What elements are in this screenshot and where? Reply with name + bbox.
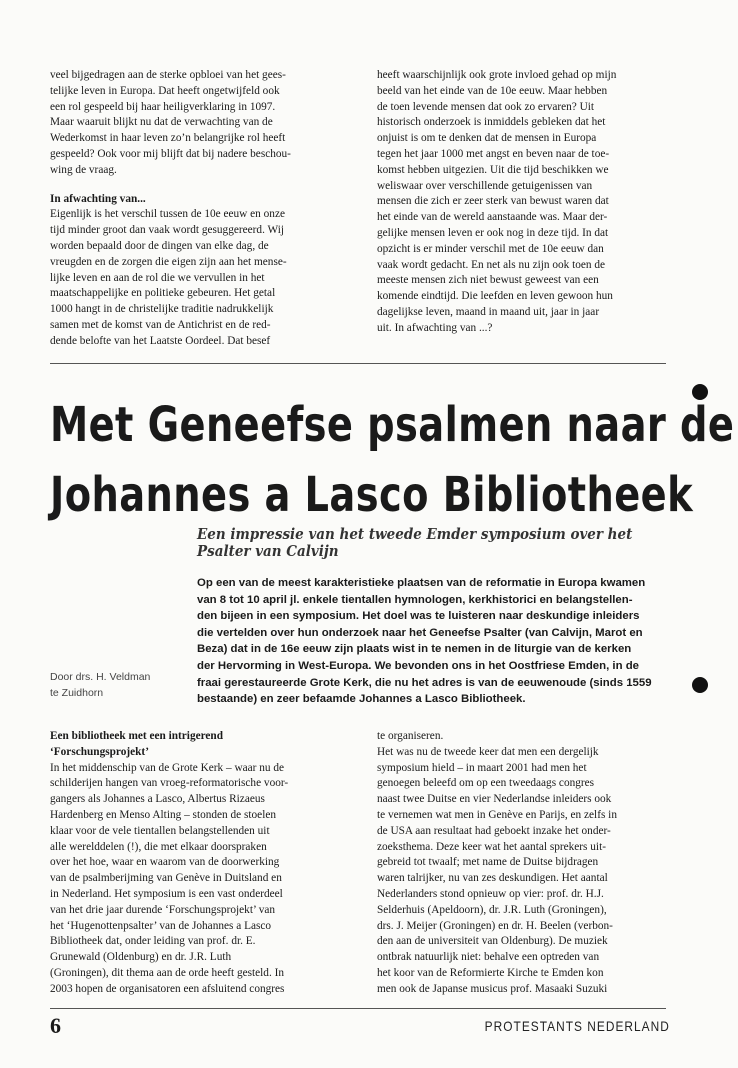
section-divider — [50, 363, 666, 364]
text-line: komende eindtijd. Die leefden en leven gewoon hun — [377, 290, 613, 303]
lead-line: die vertelden over hun onderzoek naar het Geneefse Psalter (van Calvijn, Marot en — [197, 626, 643, 639]
section-heading: ‘Forschungsprojekt’ — [50, 745, 149, 758]
text-line: gelijke mensen leven er ook nog in deze tijd. In dat — [377, 226, 609, 239]
text-line: naast twee Duitse en vier Nederlandse inleiders ook — [377, 793, 612, 806]
text-line: wing de vraag. — [50, 163, 117, 176]
text-line: schilderijen hangen van vroeg-reformatorische voor- — [50, 777, 289, 790]
text-line: komst hebben uitgezien. Uit die tijd beschikken we — [377, 163, 609, 176]
text-line: 1000 hangt in de christelijke traditie nadrukkelijk — [50, 303, 274, 316]
text-line: Maar waaruit blijkt nu dat de verwachting van de — [50, 116, 273, 129]
lead-line: Beza) dat in de 16e eeuw zijn plaats wist in te nemen in de liturgie van de kerken — [197, 643, 632, 656]
lead-line: bestaande) en zeer befaamde Johannes a Lasco Bibliotheek. — [197, 693, 526, 706]
text-line: vreugden en de zorgen die eigen zijn aan het mense- — [50, 255, 287, 268]
text-line: meeste mensen zich niet bewust geweest van een — [377, 274, 599, 287]
text-line: over het hoe, waar en waarom van de doorwerking — [50, 856, 280, 869]
text-line: beeld van het einde van de 10e eeuw. Maar hebben — [377, 84, 608, 97]
text-line: gebreid tot twaalf; met name de Duitse bijdragen — [377, 856, 599, 869]
text-line: het einde van de wereld aanstaande was. Maar der- — [377, 211, 608, 224]
text-line: Selderhuis (Apeldoorn), dr. J.R. Luth (Groningen), — [377, 903, 607, 916]
lead-line: van 8 tot 10 april jl. enkele tientallen hymnologen, kerkhistorici en belangstellen- — [197, 593, 633, 606]
publication-name: PROTESTANTS NEDERLAND — [484, 1018, 670, 1034]
article-title — [50, 390, 734, 530]
text-line: een rol gespeeld bij haar heiligverklaring in 1097. — [50, 100, 276, 113]
text-line: het koor van de Reformierte Kirche te Emden kon — [377, 966, 604, 979]
text-line: dagelijkse leven, maand in maand uit, jaar in jaar — [377, 305, 600, 318]
lead-line: den bijeen in een symposium. Het doel was te luisteren naar deskundige inleiders — [197, 610, 640, 623]
text-line: In het middenschip van de Grote Kerk – waar nu de — [50, 761, 285, 774]
subtitle-line: Een impressie van het tweede Emder symposium over het — [197, 526, 633, 543]
text-line: Het was nu de tweede keer dat men een dergelijk — [377, 745, 599, 758]
text-line: (Groningen), dit thema aan de orde heeft gesteld. In — [50, 966, 285, 979]
top-left-column — [50, 68, 344, 350]
text-line: tijd minder groot dan vaak wordt gesuggereerd. Wij — [50, 224, 284, 237]
footer-divider — [50, 1008, 666, 1009]
text-line: het ‘Hugenottenpsalter’ van de Johannes a Lasco — [50, 919, 272, 932]
subheading: In afwachting van... — [50, 192, 146, 205]
text-line: uit. In afwachting van ...? — [377, 321, 493, 334]
punch-hole-bottom — [692, 677, 708, 693]
text-line: weliswaar over verschillende getuigenissen van — [377, 179, 593, 192]
text-line: lijke leven en aan de rol die we vervullen in het — [50, 271, 265, 284]
body-right-column — [377, 729, 671, 998]
text-line: Grunewald (Oldenburg) en dr. J.R. Luth — [50, 951, 232, 964]
title-line: Met Geneefse psalmen naar de — [50, 397, 735, 453]
text-line: Wederkomst in haar leven zo’n belangrijke rol heeft — [50, 132, 286, 145]
text-line: veel bijgedragen aan de sterke opbloei van het gees- — [50, 69, 286, 81]
article-lead — [197, 575, 672, 708]
text-line: zoeksthema. Deze keer wat het aantal sprekers uit- — [377, 840, 606, 853]
text-line: maatschappelijke en politieke gebeuren. Het getal — [50, 287, 276, 300]
top-right-column — [377, 68, 671, 337]
text-line: alle werelddelen (!), die met elkaar doorspraken — [50, 840, 267, 853]
text-line: symposium hield – in maart 2001 had men het — [377, 761, 587, 774]
text-line: gangers als Johannes a Lasco, Albertus Rizaeus — [50, 793, 265, 806]
text-line: 2003 hopen de organisatoren een afsluitend congres — [50, 982, 285, 995]
text-line: Hardenberg en Menso Alting – stonden de stoelen — [50, 808, 276, 821]
lead-line: fraai gerestaureerde Grote Kerk, die nu het adres is van de eeuwenoude (sinds 1559 — [197, 676, 652, 689]
text-line: onjuist is om te denken dat de mensen in Europa — [377, 132, 597, 145]
byline-location: te Zuidhorn — [50, 686, 104, 699]
text-line: drs. J. Meijer (Groningen) en dr. H. Beelen (verbon- — [377, 919, 613, 932]
title-line: Johannes a Lasco Bibliotheek — [50, 467, 694, 523]
text-line: heeft waarschijnlijk ook grote invloed gehad op mijn — [377, 69, 617, 81]
text-line: klaar voor de vele tientallen belangstellenden uit — [50, 824, 270, 837]
text-line: de USA aan resultaat had geboekt inzake het onder- — [377, 824, 611, 837]
byline-author: Door drs. H. Veldman — [50, 671, 151, 683]
text-line: worden bepaald door de dingen van elke dag, de — [50, 239, 269, 252]
section-heading: Een bibliotheek met een intrigerend — [50, 730, 224, 742]
text-line: Eigenlijk is het verschil tussen de 10e eeuw en onze — [50, 208, 285, 221]
text-line: men ook de Japanse musicus prof. Masaaki Suzuki — [377, 982, 608, 995]
text-line: telijke leven in Europa. Dat heeft ongetwijfeld ook — [50, 84, 280, 97]
text-line: waren talrijker, nu van zes deskundigen. Het aantal — [377, 872, 608, 885]
text-line: te vernemen wat men in Genève en Parijs, en zelfs in — [377, 808, 617, 821]
text-line: opzicht is er minder verschil met de 10e eeuw dan — [377, 242, 604, 255]
text-line: de toen levende mensen dat ook zo ervaren? Uit — [377, 100, 595, 113]
text-line: gespeeld? Ook voor mij blijft dat bij nadere beschou- — [50, 147, 291, 160]
body-left-column — [50, 729, 344, 998]
text-line: tegen het jaar 1000 met angst en beven naar de toe- — [377, 147, 610, 160]
author-byline — [50, 670, 150, 701]
lead-line: Op een van de meest karakteristieke plaatsen van de reformatie in Europa kwamen — [197, 577, 646, 589]
lead-line: der Hervorming in West-Europa. We bevonden ons in het Oostfriese Emden, in de — [197, 659, 639, 672]
text-line: genoegen beleefd om op een tweedaags congres — [377, 777, 595, 790]
text-line: in Nederland. Het symposium is een vast onderdeel — [50, 887, 283, 900]
article-subtitle — [197, 526, 632, 560]
text-line: Nederlanders stond opnieuw op vier: prof. dr. H.J. — [377, 887, 604, 900]
text-line: ontbrak natuurlijk niet: behalve een optreden van — [377, 951, 600, 964]
text-line: den aan de universiteit van Oldenburg). De muziek — [377, 935, 608, 948]
text-line: te organiseren. — [377, 730, 444, 742]
text-line: historisch onderzoek is inmiddels gebleken dat het — [377, 116, 606, 129]
text-line: dende belofte van het Laatste Oordeel. Dat besef — [50, 334, 271, 347]
page-number: 6 — [50, 1013, 61, 1038]
text-line: van de psalmberijming van Genève in Duitsland en — [50, 872, 282, 885]
text-line: Bibliotheek dat, onder leiding van prof. dr. E. — [50, 935, 256, 948]
text-line: mensen die zich er zeer sterk van bewust waren dat — [377, 195, 609, 208]
text-line: samen met de komst van de Antichrist en de red- — [50, 318, 271, 331]
text-line: van het drie jaar durende ‘Forschungsprojekt’ van — [50, 903, 276, 916]
text-line: vaak wordt gedacht. En net als nu zijn ook toen de — [377, 258, 606, 271]
subtitle-line: Psalter van Calvijn — [197, 543, 339, 560]
